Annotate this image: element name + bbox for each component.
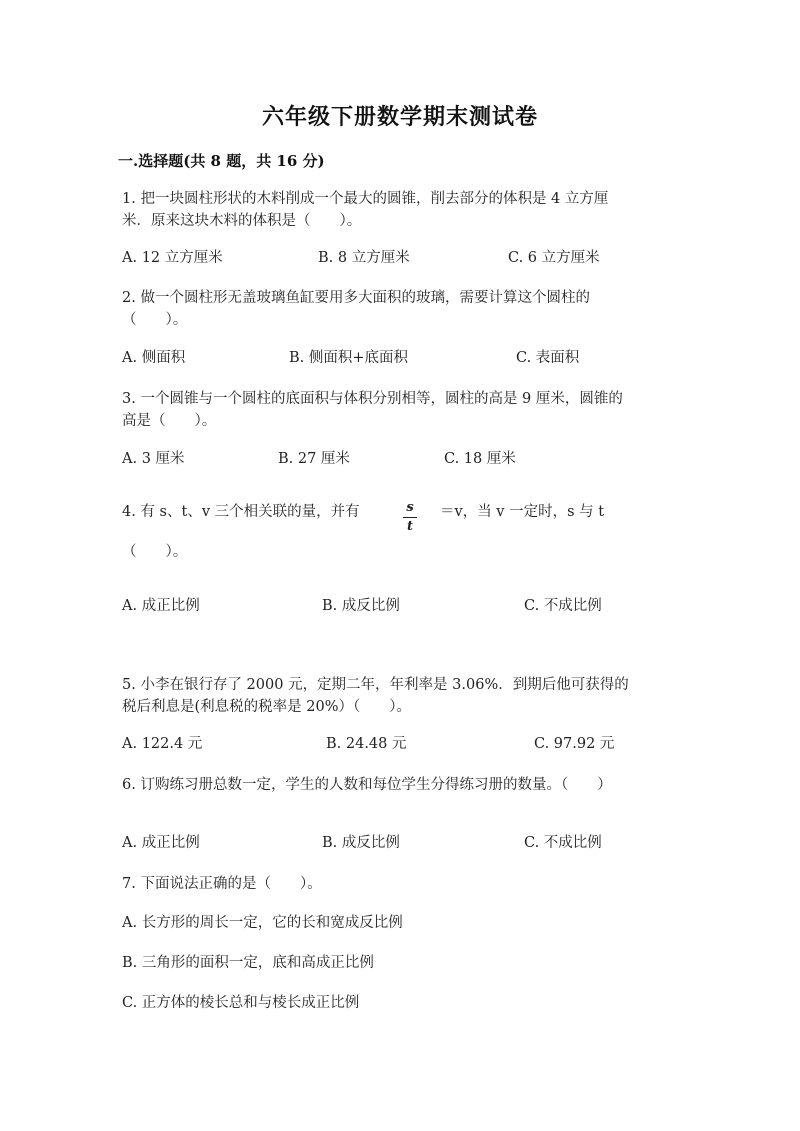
- question-7-line-1: 7. 下面说法正确的是（ ）。: [122, 876, 322, 892]
- question-2-option-b: B. 侧面积+底面积: [289, 350, 409, 366]
- question-6: [122, 774, 682, 796]
- question-6-option-a: A. 成正比例: [122, 835, 200, 851]
- question-3-line-2: 高是（ ）。: [122, 413, 217, 429]
- question-1: [122, 188, 682, 232]
- page-title: 六年级下册数学期末测试卷: [261, 104, 538, 130]
- question-3: [122, 388, 682, 432]
- question-5: [122, 674, 682, 718]
- fraction-numerator: s: [406, 500, 414, 515]
- question-5-option-b: B. 24.48 元: [326, 736, 407, 752]
- question-7-option-c: C. 正方体的棱长总和与棱长成正比例: [122, 995, 360, 1011]
- fraction-denominator: t: [406, 519, 413, 534]
- question-2-line-1: 2. 做一个圆柱形无盖玻璃鱼缸要用多大面积的玻璃，需要计算这个圆柱的: [122, 290, 590, 306]
- question-5-line-2: 税后利息是(利息税的税率是 20%）（ ）。: [122, 699, 411, 715]
- question-6-option-b: B. 成反比例: [322, 835, 400, 851]
- question-4-option-a: A. 成正比例: [122, 598, 200, 614]
- question-5-option-c: C. 97.92 元: [534, 736, 615, 752]
- question-7-option-a: A. 长方形的周长一定，它的长和宽成反比例: [122, 915, 403, 931]
- section-heading: 一.选择题(共 8 题，共 16 分): [118, 152, 325, 170]
- question-2-option-c: C. 表面积: [516, 350, 580, 366]
- question-1-option-a: A. 12 立方厘米: [122, 250, 223, 266]
- question-6-line-1: 6. 订购练习册总数一定，学生的人数和每位学生分得练习册的数量。（ ）: [122, 777, 612, 793]
- question-4-line-2: （ ）。: [122, 544, 188, 560]
- fraction-bar: [403, 517, 417, 518]
- question-7-option-b: B. 三角形的面积一定，底和高成正比例: [122, 955, 374, 971]
- question-5-option-a: A. 122.4 元: [122, 736, 203, 752]
- question-4-option-c: C. 不成比例: [524, 598, 602, 614]
- question-2-line-2: （ ）。: [122, 312, 188, 328]
- question-6-option-c: C. 不成比例: [524, 835, 602, 851]
- question-2: [122, 287, 682, 331]
- question-7: [122, 873, 682, 895]
- fraction-s-over-t: [398, 500, 422, 535]
- question-3-line-1: 3. 一个圆锥与一个圆柱的底面积与体积分别相等，圆柱的高是 9 厘米，圆锥的: [122, 391, 623, 407]
- question-1-option-c: C. 6 立方厘米: [508, 250, 600, 266]
- question-1-line-1: 1. 把一块圆柱形状的木料削成一个最大的圆锥，削去部分的体积是 4 立方厘: [122, 191, 609, 207]
- question-5-line-1: 5. 小李在银行存了 2000 元，定期二年，年利率是 3.06%．到期后他可获得的: [122, 677, 629, 693]
- question-4-text-before: 4. 有 s、t、v 三个相关联的量，并有: [122, 504, 360, 520]
- question-2-option-a: A. 侧面积: [122, 350, 186, 366]
- question-3-option-b: B. 27 厘米: [278, 451, 350, 467]
- question-4-option-b: B. 成反比例: [322, 598, 400, 614]
- question-1-option-b: B. 8 立方厘米: [318, 250, 410, 266]
- question-3-option-a: A. 3 厘米: [122, 451, 185, 467]
- question-1-line-2: 米．原来这块木料的体积是（ ）。: [122, 213, 362, 229]
- question-3-option-c: C. 18 厘米: [444, 451, 516, 467]
- question-4-text-after: ＝v，当 v 一定时，s 与 t: [440, 504, 605, 520]
